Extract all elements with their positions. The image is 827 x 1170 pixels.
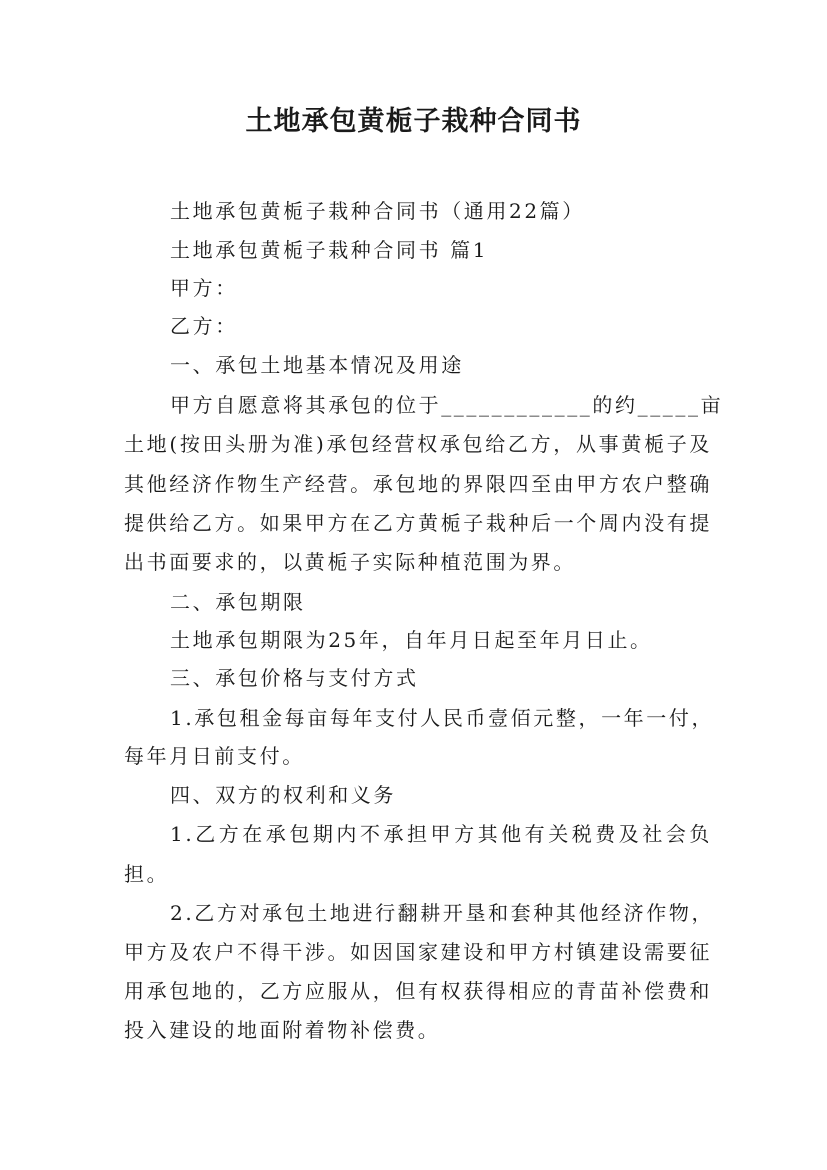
paragraph-line: 1.乙方在承包期内不承担甲方其他有关税费及社会负 — [170, 822, 712, 846]
paragraph-line: 2.乙方对承包土地进行翻耕开垦和套种其他经济作物， — [170, 901, 715, 925]
paragraph-line: 每年月日前支付。 — [124, 744, 305, 768]
heading-price-payment: 三、承包价格与支付方式 — [170, 666, 419, 690]
heading-land-basics: 一、承包土地基本情况及用途 — [170, 353, 464, 377]
document-title: 土地承包黄栀子栽种合同书 — [245, 106, 582, 137]
paragraph-line: 出书面要求的，以黄栀子实际种植范围为界。 — [124, 550, 576, 574]
paragraph-line: 甲方及农户不得干涉。如因国家建设和甲方村镇建设需要征 — [124, 940, 712, 964]
paragraph-line: 甲方自愿意将其承包的位于____________的约_____亩 — [170, 393, 724, 417]
paragraph-line: 担。 — [124, 862, 170, 886]
doc-subtitle: 土地承包黄栀子栽种合同书（通用22篇） — [170, 199, 585, 223]
paragraph-line: 土地(按田头册为准)承包经营权承包给乙方，从事黄栀子及 — [124, 432, 712, 456]
paragraph-line: 提供给乙方。如果甲方在乙方黄栀子栽种后一个周内没有提 — [124, 511, 712, 535]
paragraph-line: 用承包地的，乙方应服从，但有权获得相应的青苗补偿费和 — [124, 979, 712, 1003]
section-heading-part1: 土地承包黄栀子栽种合同书 篇1 — [170, 238, 489, 262]
heading-term: 二、承包期限 — [170, 590, 306, 614]
party-b-label: 乙方： — [170, 314, 238, 338]
paragraph-line: 投入建设的地面附着物补偿费。 — [124, 1018, 441, 1042]
paragraph-line: 1.承包租金每亩每年支付人民币壹佰元整，一年一付， — [170, 706, 715, 730]
heading-rights-obligations: 四、双方的权利和义务 — [170, 783, 396, 807]
paragraph-line: 土地承包期限为25年，自年月日起至年月日止。 — [170, 628, 653, 652]
party-a-label: 甲方： — [170, 276, 238, 300]
paragraph-line: 其他经济作物生产经营。承包地的界限四至由甲方农户整确 — [124, 472, 712, 496]
